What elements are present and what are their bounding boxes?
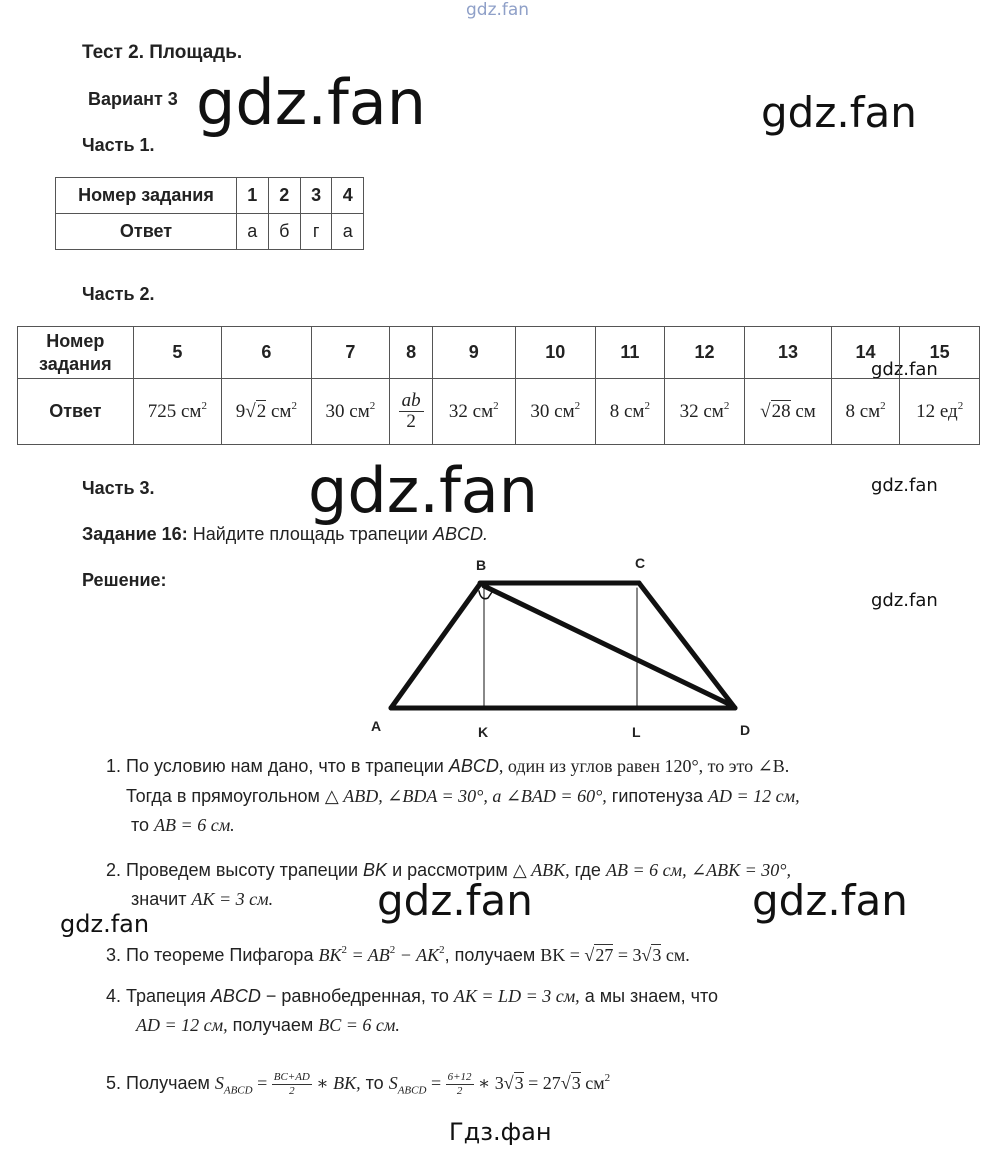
exponent: 2: [644, 400, 650, 412]
step-5: 5. Получаем $S_{ABCD}$ = $\frac{BC+AD}{2}$ ∗ BK, то $S_{ABCD}$ = $\frac{6+12}{2}$ ∗ 3√3 = 27√3 $см^2$: [106, 1070, 611, 1097]
answer-value: 30 см: [325, 401, 370, 422]
answer-unit: см: [790, 400, 816, 422]
text: , один из углов равен 120°, то это ∠B.: [498, 756, 790, 776]
fraction-denominator: 2: [406, 411, 416, 432]
task-number: 15: [900, 327, 980, 379]
fraction-denominator: 2: [456, 1084, 463, 1097]
text: − равнобедренная, то: [260, 986, 454, 1006]
vertex-label-c: C: [635, 555, 646, 571]
exponent: 2: [723, 400, 730, 412]
task-number: 2: [268, 178, 300, 214]
answer-root: 28: [771, 400, 791, 422]
task-number: 8: [390, 327, 433, 379]
task-number-label: Номер задания: [56, 178, 237, 214]
step-4-line-2: [136, 1011, 400, 1040]
task-number: 13: [745, 327, 832, 379]
text: AD = 12 см,: [136, 1015, 228, 1035]
task-number: 10: [515, 327, 596, 379]
task-number: 5: [133, 327, 221, 379]
step-1-line-3: [131, 811, 235, 840]
text: Тогда в прямоугольном: [126, 786, 325, 806]
task16-label: Задание 16:: [82, 524, 188, 544]
area-subscript: ABCD: [223, 1084, 253, 1097]
answer-cell: 9√2 $см^2$: [222, 379, 312, 445]
text: BC = 6 см.: [318, 1015, 400, 1035]
fraction-numerator: BC+AD: [273, 1070, 310, 1083]
diagonal-bd: [484, 586, 733, 706]
text: = 27: [523, 1073, 561, 1093]
task-number: 11: [596, 327, 665, 379]
exponent: 2: [389, 944, 396, 956]
fraction: [446, 1071, 474, 1098]
watermark-large: gdz.fan: [752, 876, 908, 925]
step-4-line-1: [106, 982, 718, 1011]
text: см: [580, 1073, 605, 1093]
area-symbol: S: [214, 1073, 224, 1093]
watermark-large: gdz.fan: [308, 454, 539, 527]
text: ∗ BK,: [311, 1073, 361, 1093]
part1-heading: Часть 1.: [82, 135, 155, 155]
answer-cell: √28 см: [745, 379, 832, 445]
answer-root: 2: [256, 401, 267, 422]
text: ABCD: [210, 986, 261, 1006]
answer-label: Ответ: [18, 379, 134, 445]
part3-heading: Часть 3.: [82, 478, 155, 498]
fraction: [272, 1071, 312, 1098]
task-label-line: Номер: [46, 330, 105, 351]
variant-label: Вариант 3: [88, 89, 178, 109]
task-number: 3: [300, 178, 332, 214]
exponent: 2: [957, 400, 964, 412]
answer-unit: см: [266, 401, 292, 422]
text: AK = LD = 3 см,: [453, 986, 580, 1006]
exponent: 2: [439, 944, 445, 956]
text: 2. Проведем высоту трапеции: [106, 860, 364, 880]
answer-value: 32 см: [448, 401, 494, 422]
answer-value: 725 см: [147, 401, 202, 422]
watermark-large: gdz.fan: [761, 88, 917, 137]
text: , получаем: [444, 945, 541, 965]
task16-question: Найдите площадь трапеции: [187, 524, 433, 544]
text: значит: [131, 889, 192, 909]
answer-label: Ответ: [56, 214, 237, 250]
exponent: 2: [369, 400, 376, 412]
text: =: [252, 1073, 272, 1093]
task-number: 12: [664, 327, 745, 379]
text: △ ABK,: [512, 860, 570, 880]
answer-value: 12 ед: [916, 401, 958, 422]
step-1-line-1: [106, 752, 789, 781]
answer-cell: а: [332, 214, 364, 250]
text: 3. По теореме Пифагора: [106, 945, 319, 965]
root: 27: [595, 945, 614, 965]
task-label-line: задания: [39, 353, 112, 374]
vertex-label-b: B: [476, 557, 487, 573]
text: − AK: [395, 945, 440, 965]
answer-value: 8 см: [609, 401, 645, 422]
vertex-label-a: A: [371, 718, 382, 734]
point-label-l: L: [632, 724, 641, 740]
watermark-small: gdz.fan: [871, 359, 938, 380]
task-number: 9: [433, 327, 516, 379]
step-3: 3. По теореме Пифагора $BK^2 = AB^2 - AK^2$, получаем BK = √27 = 3√3 см.: [106, 944, 690, 965]
text: получаем: [227, 1015, 319, 1035]
text: 1. По условию нам дано, что в трапеции: [106, 756, 449, 776]
text: где: [569, 860, 606, 880]
exponent: 2: [201, 400, 207, 412]
exponent: 2: [291, 400, 297, 412]
text: а мы знаем, что: [579, 986, 719, 1006]
text: △ ABD, ∠BDA = 30°, а ∠BAD = 60°,: [324, 786, 607, 806]
step-2-line-2: [131, 885, 273, 914]
text: BK =: [540, 945, 585, 965]
part2-heading: Часть 2.: [82, 284, 155, 304]
text: =: [426, 1073, 446, 1093]
vertex-label-d: D: [740, 722, 751, 738]
page-title: Тест 2. Площадь.: [82, 42, 243, 63]
text: гипотенуза: [606, 786, 709, 806]
root: 3: [571, 1073, 581, 1093]
task-number: 7: [311, 327, 390, 379]
fraction-denominator: 2: [289, 1084, 295, 1097]
task-number: 1: [237, 178, 269, 214]
text: = 3: [613, 945, 642, 965]
text: AK = 3 см.: [191, 889, 274, 909]
answer-coef: 9: [235, 401, 246, 422]
point-label-k: K: [478, 724, 489, 740]
watermark-top: gdz.fan: [466, 0, 530, 20]
answer-cell: г: [300, 214, 332, 250]
task-number: 4: [332, 178, 364, 214]
answer-cell: б: [268, 214, 300, 250]
area-subscript: ABCD: [397, 1084, 427, 1097]
watermark-small: gdz.fan: [60, 910, 150, 938]
step-1-line-2: [126, 782, 800, 811]
exponent: 2: [574, 400, 581, 412]
watermark-large: gdz.fan: [196, 66, 427, 139]
text: см.: [661, 945, 690, 965]
text: 4. Трапеция: [106, 986, 211, 1006]
text: BK: [363, 860, 388, 880]
text: BK: [318, 945, 342, 965]
task-number: 6: [222, 327, 312, 379]
side-ab: [391, 584, 480, 708]
fraction-numerator: 6+12: [447, 1070, 472, 1083]
side-cd: [639, 583, 735, 708]
text: то: [131, 815, 155, 835]
answer-cell: а: [237, 214, 269, 250]
root: 3: [652, 945, 662, 965]
fraction-numerator: ab: [399, 391, 424, 412]
text: ABCD: [448, 756, 499, 776]
text: 5. Получаем: [106, 1073, 215, 1093]
watermark-small: gdz.fan: [871, 590, 938, 611]
text: то: [360, 1073, 389, 1093]
text: AB = 6 см, ∠ABK = 30°,: [605, 860, 791, 880]
exponent: 2: [493, 400, 499, 412]
answer-value: 32 см: [679, 401, 724, 422]
watermark-bottom: Гдз.фан: [449, 1118, 552, 1146]
task-number: 14: [831, 327, 900, 379]
task16-figure-name: ABCD.: [433, 524, 489, 544]
area-symbol: S: [388, 1073, 398, 1093]
answer-value: 30 см: [530, 401, 575, 422]
watermark-small: gdz.fan: [871, 475, 938, 496]
exponent: 2: [341, 944, 347, 956]
step-2-line-1: [106, 856, 791, 885]
solution-heading: Решение:: [82, 570, 167, 590]
watermark-large: gdz.fan: [377, 876, 533, 925]
right-angle-mark: [479, 591, 492, 599]
exponent: 2: [880, 400, 886, 412]
text: AB = 6 см.: [154, 815, 235, 835]
text: = AB: [346, 945, 390, 965]
text: AD = 12 см,: [708, 786, 800, 806]
text: ∗ 3: [473, 1073, 504, 1093]
answer-value: 8 см: [845, 401, 881, 422]
exponent: 2: [604, 1072, 611, 1084]
text: и рассмотрим: [387, 860, 513, 880]
root: 3: [514, 1073, 524, 1093]
